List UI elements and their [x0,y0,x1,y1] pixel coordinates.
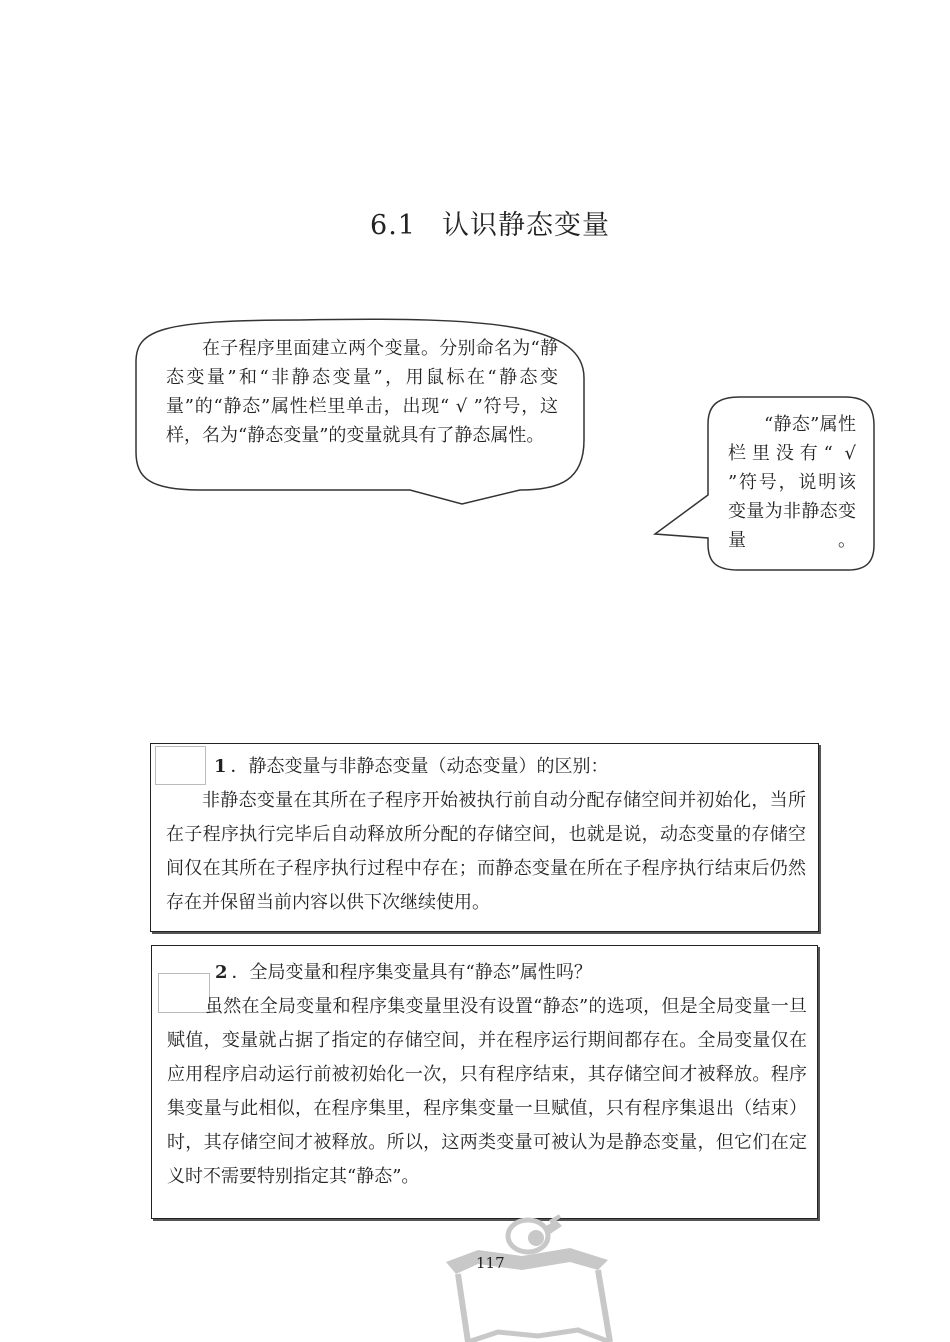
note-heading-text: ．静态变量与非静态变量（动态变量）的区别： [230,756,609,777]
mascot-figure-icon [438,1214,628,1342]
note-box-2 [151,945,818,1219]
note-number: 2 [215,962,228,983]
page-number: 117 [476,1254,505,1272]
note-heading-text: ．全局变量和程序集变量具有“静态”属性吗？ [231,962,592,983]
bubble-right-paragraph: “静态”属性栏里没有“ √ ”符号，说明该变量为非静态变量。 [728,414,856,551]
note-box-2-text [167,956,807,1194]
note-box-1-text [166,750,806,920]
note-heading [167,956,807,990]
note-number: 1 [214,756,227,777]
bubble-right-text [728,410,856,555]
section-title-text: 认识静态变量 [441,210,610,241]
bubble-left-paragraph: 在子程序里面建立两个变量。分别命名为“静态变量”和“非静态变量”，用鼠标在“静态变量”的“静态”属性栏里单击，出现“ √ ”符号，这样，名为“静态变量”的变量就具有了静态属性。 [166,338,558,446]
note-box-1 [150,743,819,932]
note-heading [166,750,806,784]
note-body: 虽然在全局变量和程序集变量里没有设置“静态”的选项，但是全局变量一旦赋值，变量就占据了指定的存储空间，并在程序运行期间都存在。全局变量仅在应用程序启动运行前被初始化一次，只有程序结束，其存储空间才被释放。程序集变量与此相似，在程序集里，程序集变量一旦赋值，只有程序集退出（结束）时，其存储空间才被释放。所以，这两类变量可被认为是静态变量，但它们在定义时不需要特别指定其“静态”。 [167,996,807,1187]
section-number: 6.1 [370,210,416,241]
note-body: 非静态变量在其所在子程序开始被执行前自动分配存储空间并初始化，当所在子程序执行完毕后自动释放所分配的存储空间，也就是说，动态变量的存储空间仅在其所在子程序执行过程中存在；而静态变量在所在子程序执行结束后仍然存在并保留当前内容以供下次继续使用。 [166,790,806,913]
